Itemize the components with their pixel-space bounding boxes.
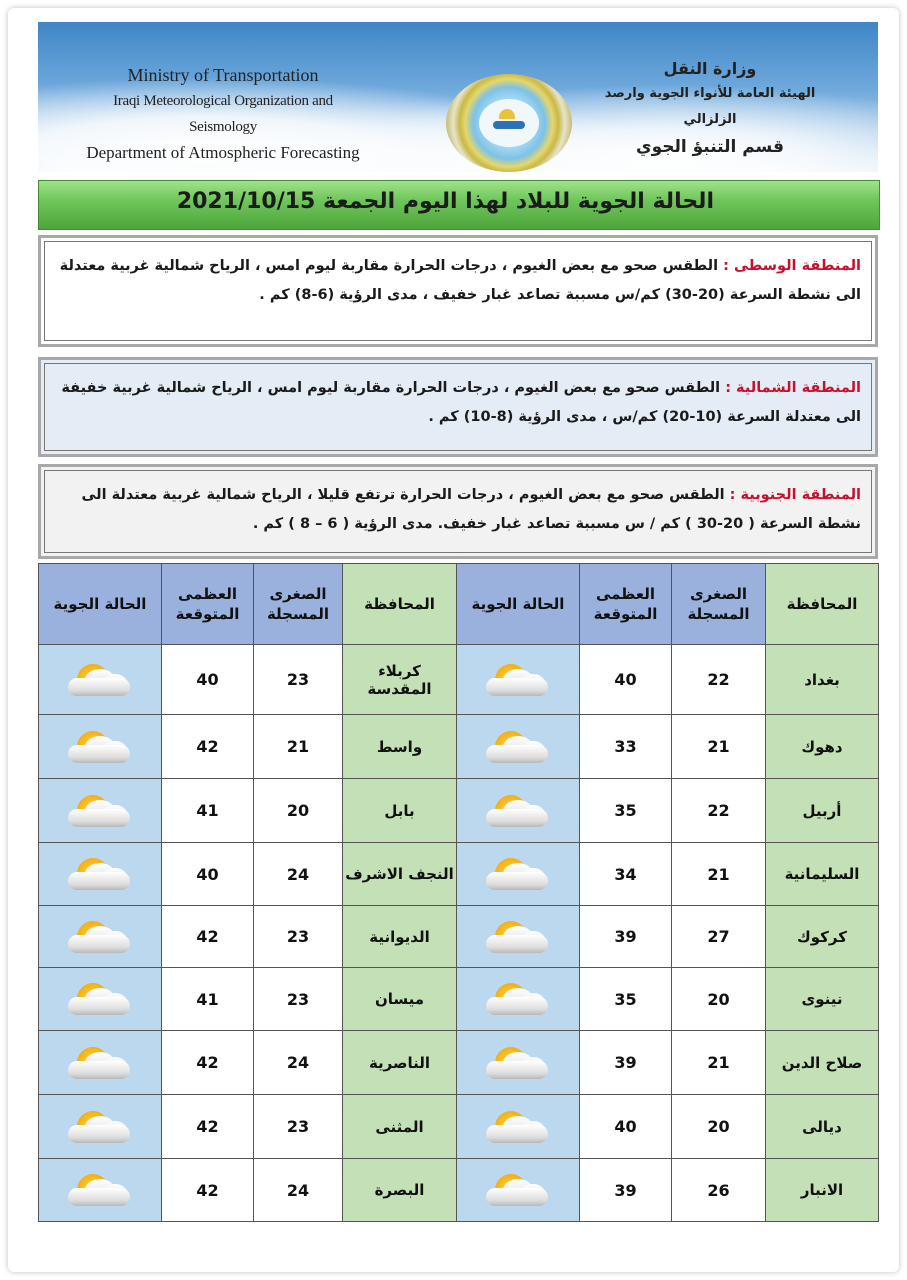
min-temp-cell: 27 bbox=[672, 906, 766, 968]
governorate-cell: كربلاء المقدسة bbox=[343, 645, 457, 715]
max-temp-cell: 40 bbox=[580, 1095, 672, 1159]
weather-state-cell bbox=[39, 779, 162, 843]
partly-cloudy-icon bbox=[65, 661, 135, 699]
max-temp-cell: 39 bbox=[580, 1159, 672, 1222]
weather-state-cell bbox=[39, 1031, 162, 1095]
header-governorate: المحافظة bbox=[343, 564, 457, 645]
governorate-cell: صلاح الدين bbox=[766, 1031, 879, 1095]
max-temp-cell: 39 bbox=[580, 1031, 672, 1095]
min-temp-cell: 24 bbox=[254, 843, 343, 906]
max-temp-cell: 41 bbox=[162, 968, 254, 1031]
region-central-box bbox=[38, 235, 878, 347]
partly-cloudy-icon bbox=[483, 918, 553, 956]
page-title: الحالة الجوية للبلاد لهذا اليوم الجمعة 2021/10/15 bbox=[176, 189, 714, 214]
table-header-row bbox=[39, 564, 879, 645]
partly-cloudy-icon bbox=[65, 980, 135, 1018]
partly-cloudy-icon bbox=[65, 918, 135, 956]
min-temp-cell: 23 bbox=[254, 968, 343, 1031]
table-row bbox=[39, 906, 879, 968]
min-temp-cell: 21 bbox=[672, 843, 766, 906]
partly-cloudy-icon bbox=[483, 980, 553, 1018]
weather-state-cell bbox=[457, 645, 580, 715]
table-row bbox=[39, 1159, 879, 1222]
max-temp-cell: 35 bbox=[580, 968, 672, 1031]
max-temp-cell: 40 bbox=[162, 645, 254, 715]
table-row bbox=[39, 968, 879, 1031]
table-row bbox=[39, 645, 879, 715]
region-south-box bbox=[38, 464, 878, 559]
table-body bbox=[39, 645, 879, 1222]
partly-cloudy-icon bbox=[483, 1044, 553, 1082]
max-temp-cell: 39 bbox=[580, 906, 672, 968]
weather-state-cell bbox=[39, 906, 162, 968]
table-row bbox=[39, 779, 879, 843]
table-row bbox=[39, 1095, 879, 1159]
header-min-recorded: الصغرى المسجلة bbox=[254, 564, 343, 645]
region-central-text: الطقس صحو مع بعض الغيوم ، درجات الحرارة مقاربة ليوم امس ، الرياح شمالية غربية معتدلة الى نشطة السرعة (20-30) كم/س مسببة تصاعد غبار خفيف ، مدى الرؤية (6-8) كم . bbox=[59, 258, 861, 303]
governorate-cell: الديوانية bbox=[343, 906, 457, 968]
governorate-cell: بابل bbox=[343, 779, 457, 843]
governorate-cell: النجف الاشرف bbox=[343, 843, 457, 906]
max-temp-cell: 42 bbox=[162, 1095, 254, 1159]
region-central-name: المنطقة الوسطى : bbox=[723, 258, 861, 274]
governorate-cell: البصرة bbox=[343, 1159, 457, 1222]
page-title-bar bbox=[38, 180, 880, 230]
weather-state-cell bbox=[457, 968, 580, 1031]
partly-cloudy-icon bbox=[65, 1171, 135, 1209]
weather-state-cell bbox=[39, 645, 162, 715]
header-max-expected: العظمى المتوقعة bbox=[162, 564, 254, 645]
region-south-text: الطقس صحو مع بعض الغيوم ، درجات الحرارة ترتفع قليلا ، الرياح شمالية غربية معتدلة الى نشطة السرعة ( 20-30 ) كم / س مسببة تصاعد غبار خفيف. مدى الرؤية ( 6 – 8 ) كم . bbox=[81, 487, 861, 532]
dept-name-ar: قسم التنبؤ الجوي bbox=[636, 137, 784, 157]
min-temp-cell: 22 bbox=[672, 779, 766, 843]
max-temp-cell: 40 bbox=[580, 645, 672, 715]
max-temp-cell: 42 bbox=[162, 906, 254, 968]
header-weather-state: الحالة الجوية bbox=[39, 564, 162, 645]
governorate-cell: السليمانية bbox=[766, 843, 879, 906]
table-row bbox=[39, 1031, 879, 1095]
governorate-cell: واسط bbox=[343, 715, 457, 779]
partly-cloudy-icon bbox=[65, 728, 135, 766]
min-temp-cell: 26 bbox=[672, 1159, 766, 1222]
dept-name-en: Department of Atmospheric Forecasting bbox=[86, 143, 360, 162]
min-temp-cell: 24 bbox=[254, 1159, 343, 1222]
header-max-expected: العظمى المتوقعة bbox=[580, 564, 672, 645]
weather-state-cell bbox=[39, 968, 162, 1031]
header-governorate: المحافظة bbox=[766, 564, 879, 645]
table-row bbox=[39, 843, 879, 906]
min-temp-cell: 23 bbox=[254, 645, 343, 715]
weather-state-cell bbox=[39, 1095, 162, 1159]
min-temp-cell: 21 bbox=[672, 1031, 766, 1095]
forecast-table bbox=[38, 563, 879, 1222]
governorate-cell: نينوى bbox=[766, 968, 879, 1031]
partly-cloudy-icon bbox=[483, 1108, 553, 1146]
max-temp-cell: 35 bbox=[580, 779, 672, 843]
table-row bbox=[39, 715, 879, 779]
min-temp-cell: 22 bbox=[672, 645, 766, 715]
region-north-text: الطقس صحو مع بعض الغيوم ، درجات الحرارة مقاربة ليوم امس ، الرياح شمالية غربية خفيفة الى معتدلة السرعة (10-20) كم/س ، مدى الرؤية (8-10) كم . bbox=[61, 380, 861, 425]
min-temp-cell: 24 bbox=[254, 1031, 343, 1095]
max-temp-cell: 34 bbox=[580, 843, 672, 906]
min-temp-cell: 20 bbox=[672, 1095, 766, 1159]
partly-cloudy-icon bbox=[483, 1171, 553, 1209]
partly-cloudy-icon bbox=[483, 728, 553, 766]
weather-state-cell bbox=[457, 715, 580, 779]
min-temp-cell: 20 bbox=[672, 968, 766, 1031]
governorate-cell: الناصرية bbox=[343, 1031, 457, 1095]
weather-state-cell bbox=[457, 1159, 580, 1222]
governorate-cell: دهوك bbox=[766, 715, 879, 779]
min-temp-cell: 20 bbox=[254, 779, 343, 843]
weather-state-cell bbox=[457, 906, 580, 968]
header-english bbox=[78, 62, 368, 166]
weather-state-cell bbox=[457, 1031, 580, 1095]
max-temp-cell: 42 bbox=[162, 1031, 254, 1095]
min-temp-cell: 21 bbox=[254, 715, 343, 779]
max-temp-cell: 41 bbox=[162, 779, 254, 843]
org-name-ar: الهيئة العامة للأنواء الجوية وارصد الزلزالي bbox=[604, 86, 816, 127]
max-temp-cell: 42 bbox=[162, 1159, 254, 1222]
partly-cloudy-icon bbox=[483, 855, 553, 893]
partly-cloudy-icon bbox=[483, 661, 553, 699]
partly-cloudy-icon bbox=[65, 855, 135, 893]
max-temp-cell: 40 bbox=[162, 843, 254, 906]
org-name-en: Iraqi Meteorological Organization and Seismology bbox=[113, 93, 333, 135]
min-temp-cell: 23 bbox=[254, 1095, 343, 1159]
min-temp-cell: 23 bbox=[254, 906, 343, 968]
header-min-recorded: الصغرى المسجلة bbox=[672, 564, 766, 645]
max-temp-cell: 42 bbox=[162, 715, 254, 779]
partly-cloudy-icon bbox=[65, 1044, 135, 1082]
governorate-cell: المثنى bbox=[343, 1095, 457, 1159]
partly-cloudy-icon bbox=[65, 1108, 135, 1146]
weather-state-cell bbox=[39, 715, 162, 779]
header-arabic bbox=[580, 57, 840, 161]
region-north-name: المنطقة الشمالية : bbox=[725, 380, 861, 396]
ministry-name-ar: وزارة النقل bbox=[663, 59, 757, 78]
governorate-cell: أربيل bbox=[766, 779, 879, 843]
max-temp-cell: 33 bbox=[580, 715, 672, 779]
weather-state-cell bbox=[39, 843, 162, 906]
region-south-name: المنطقة الجنوبية : bbox=[729, 487, 861, 503]
governorate-cell: ميسان bbox=[343, 968, 457, 1031]
weather-state-cell bbox=[457, 1095, 580, 1159]
governorate-cell: ديالى bbox=[766, 1095, 879, 1159]
header-banner bbox=[38, 22, 878, 172]
governorate-cell: كركوك bbox=[766, 906, 879, 968]
header-weather-state: الحالة الجوية bbox=[457, 564, 580, 645]
organization-logo-icon bbox=[446, 74, 572, 172]
weather-state-cell bbox=[39, 1159, 162, 1222]
governorate-cell: بغداد bbox=[766, 645, 879, 715]
governorate-cell: الانبار bbox=[766, 1159, 879, 1222]
region-north-box bbox=[38, 357, 878, 457]
weather-state-cell bbox=[457, 779, 580, 843]
partly-cloudy-icon bbox=[483, 792, 553, 830]
min-temp-cell: 21 bbox=[672, 715, 766, 779]
partly-cloudy-icon bbox=[65, 792, 135, 830]
ministry-name-en: Ministry of Transportation bbox=[127, 65, 319, 85]
weather-state-cell bbox=[457, 843, 580, 906]
